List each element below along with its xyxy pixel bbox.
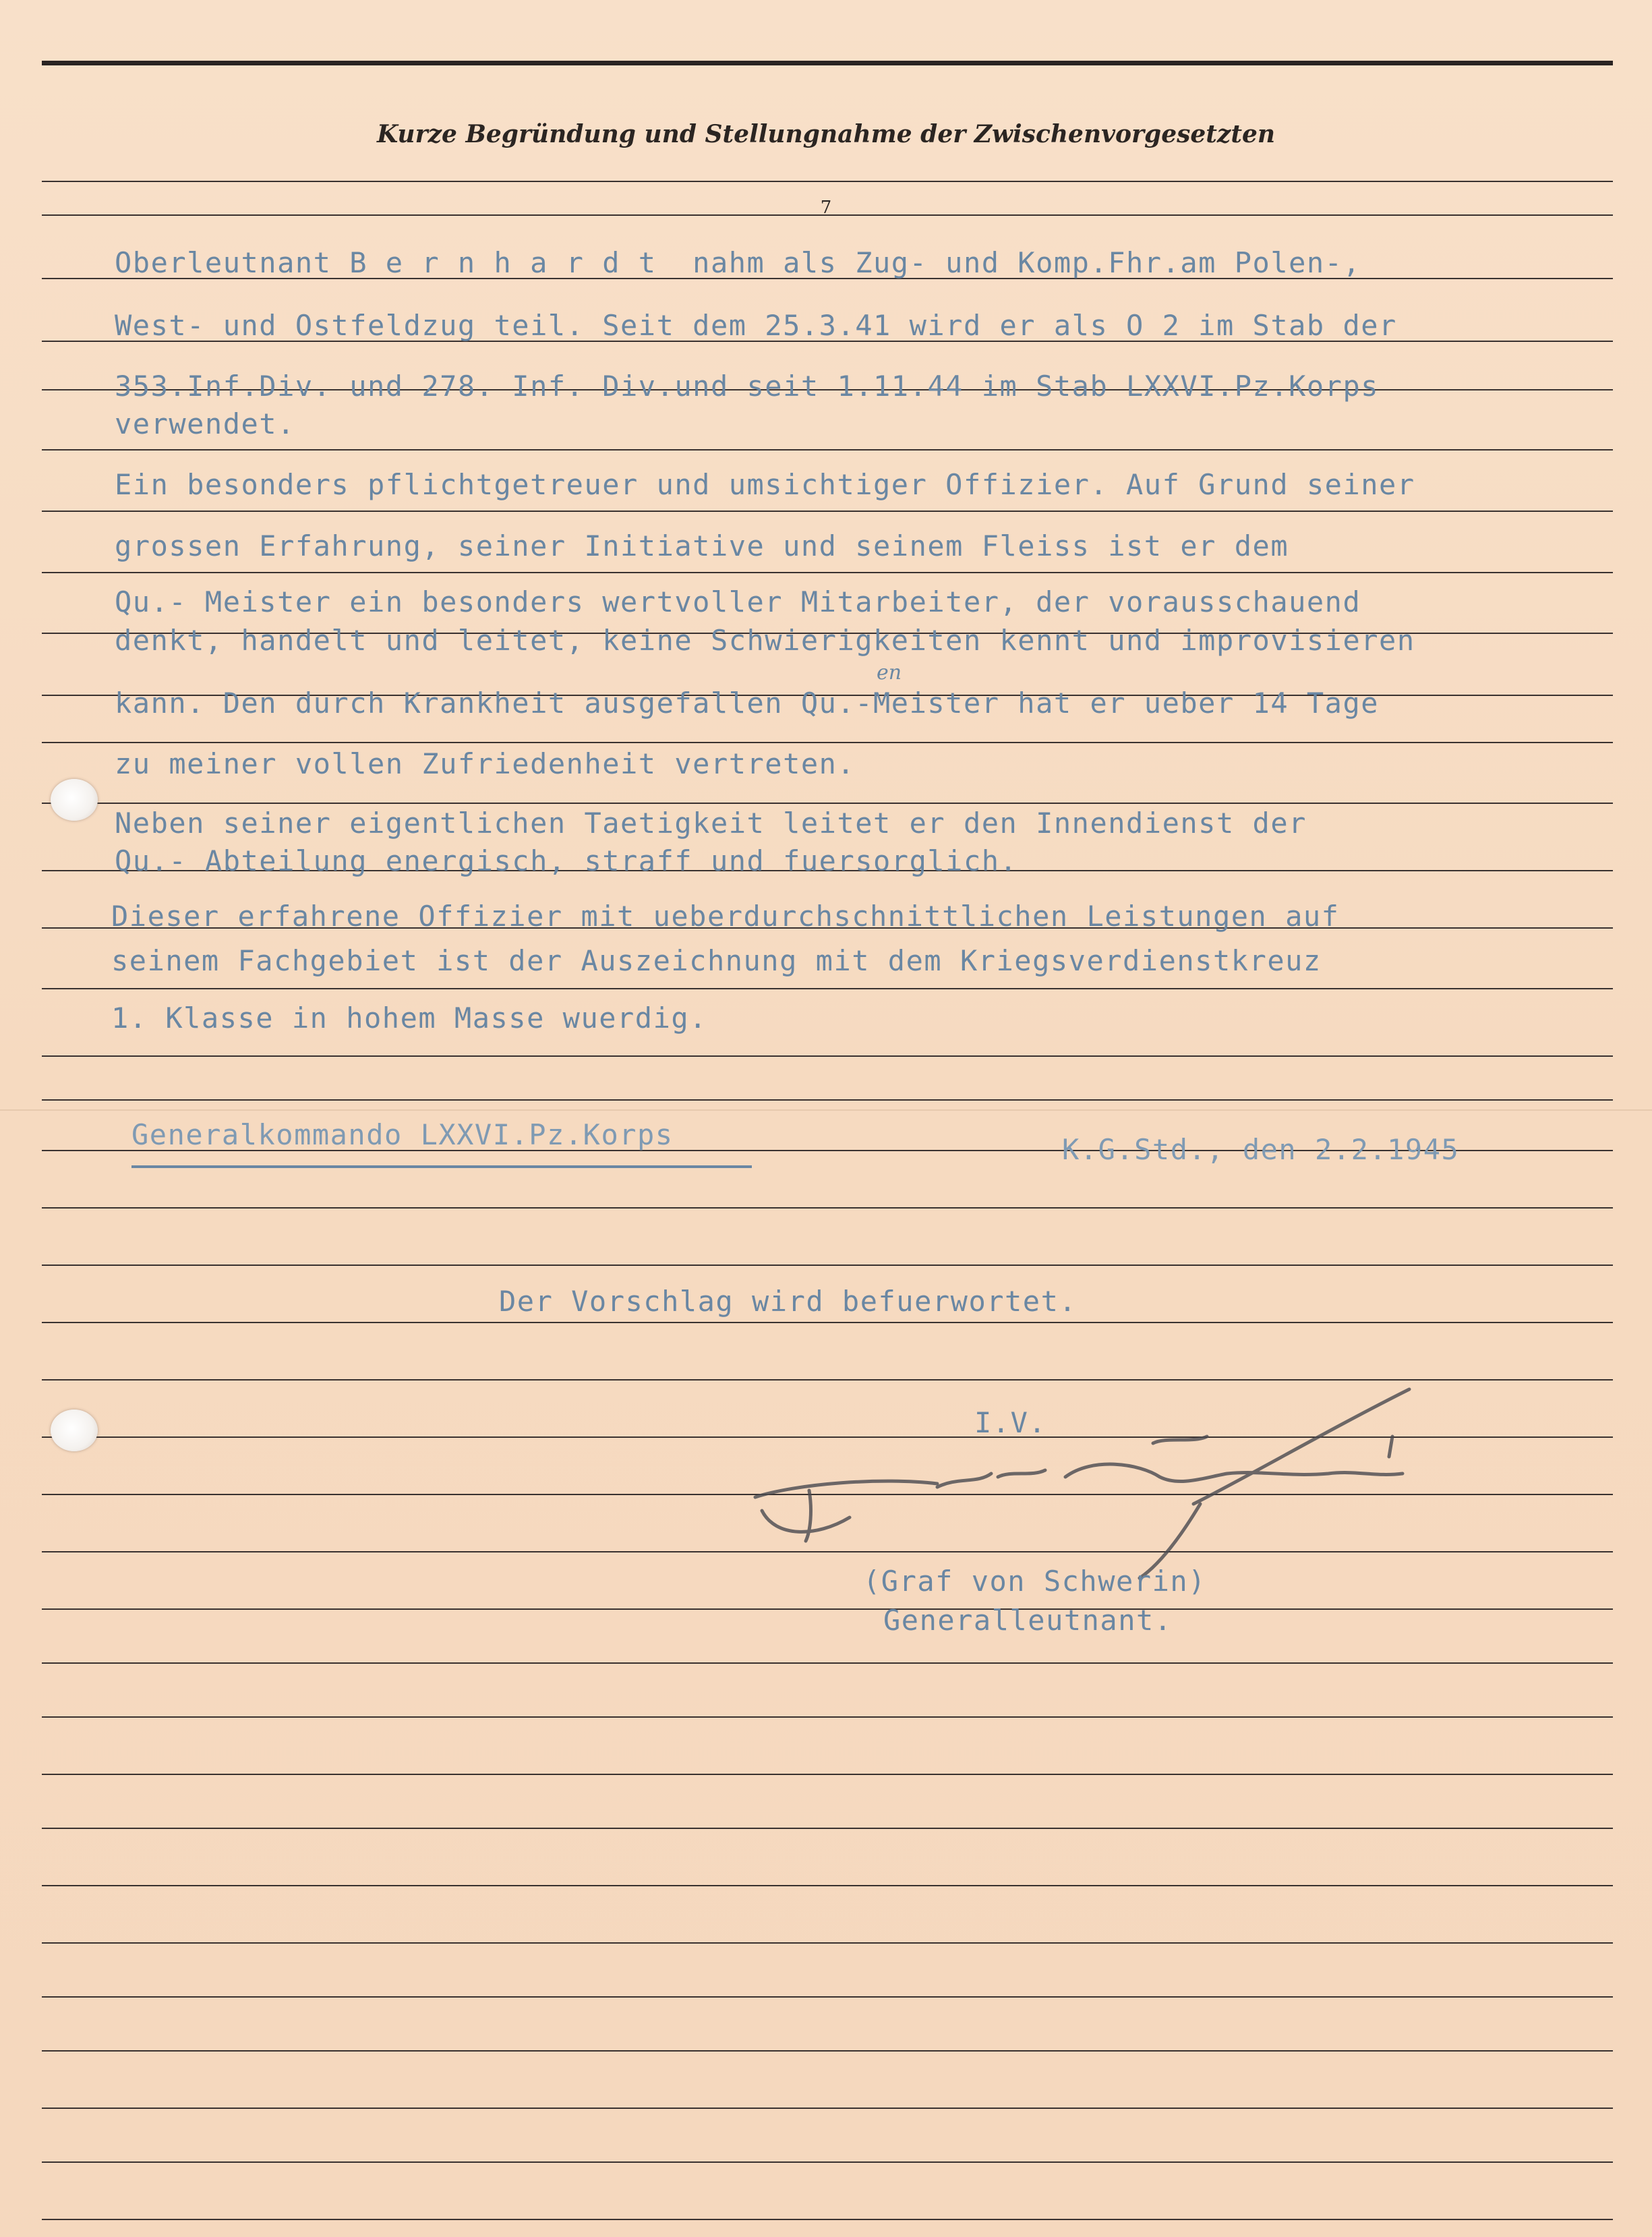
- ruled-line: [42, 1996, 1613, 1998]
- ruled-line: [42, 1885, 1613, 1886]
- page-number: 7: [820, 198, 832, 218]
- ruled-line: [42, 803, 1613, 804]
- ruled-line: [42, 449, 1613, 451]
- punch-hole: [51, 1410, 98, 1451]
- text-line: denkt, handelt und leitet, keine Schwierigkeiten kennt und improvisieren: [115, 624, 1415, 657]
- iv-label: I.V.: [974, 1406, 1047, 1439]
- text-line: Qu.- Meister ein besonders wertvoller Mitarbeiter, der vorausschauend: [115, 585, 1361, 618]
- ruled-line: [42, 1716, 1613, 1718]
- ruled-line: [42, 2050, 1613, 2052]
- text-line: seinem Fachgebiet ist der Auszeichnung mit dem Kriegsverdienstkreuz: [111, 944, 1322, 977]
- ruled-line: [42, 572, 1613, 573]
- text-line: kann. Den durch Krankheit ausgefallen Qu.-Meister hat er ueber 14 Tage: [115, 687, 1380, 720]
- text-line: West- und Ostfeldzug teil. Seit dem 25.3.41 wird er als O 2 im Stab der: [115, 309, 1397, 342]
- signer-name: (Graf von Schwerin): [863, 1565, 1206, 1598]
- text-line: Neben seiner eigentlichen Taetigkeit leitet er den Innendienst der: [115, 807, 1307, 840]
- ruled-line: [42, 1207, 1613, 1209]
- ruled-line: [42, 1322, 1613, 1323]
- ruled-line: [42, 1099, 1613, 1101]
- ruled-line: [42, 1662, 1613, 1664]
- handwritten-correction: en: [877, 661, 902, 685]
- top-border-line: [42, 61, 1613, 65]
- ruled-line: [42, 1055, 1613, 1057]
- endorsement-text: Der Vorschlag wird befuerwortet.: [499, 1285, 1078, 1318]
- ruled-line: [42, 2161, 1613, 2163]
- punch-hole: [51, 779, 98, 821]
- ruled-line: [42, 1265, 1613, 1266]
- ruled-line: [42, 1942, 1613, 1944]
- command-stamp: Generalkommando LXXVI.Pz.Korps: [131, 1118, 674, 1151]
- text-line: Qu.- Abteilung energisch, straff und fuersorglich.: [115, 844, 1018, 877]
- ruled-line: [42, 181, 1613, 182]
- ruled-line: [42, 988, 1613, 989]
- ruled-line: [42, 511, 1613, 512]
- paper-fold: [0, 1109, 1652, 1111]
- ruled-line: [42, 1608, 1613, 1610]
- ruled-line: [42, 1774, 1613, 1775]
- form-header: Kurze Begründung und Stellungnahme der Zwischenvorgesetzten: [376, 120, 1276, 148]
- text-line: Ein besonders pflichtgetreuer und umsichtiger Offizier. Auf Grund seiner: [115, 468, 1415, 501]
- text-line: 1. Klasse in hohem Masse wuerdig.: [111, 1001, 707, 1035]
- text-line: verwendet.: [115, 407, 295, 440]
- text-line: 353.Inf.Div. und 278. Inf. Div.und seit 1.11.44 im Stab LXXVI.Pz.Korps: [115, 370, 1380, 403]
- ruled-line: [42, 2108, 1613, 2109]
- ruled-line: [42, 2219, 1613, 2220]
- text-line: Oberleutnant B e r n h a r d t nahm als Zug- und Komp.Fhr.am Polen-,: [115, 246, 1361, 279]
- place-date: K.G.Std., den 2.2.1945: [1062, 1133, 1460, 1166]
- ruled-line: [42, 742, 1613, 743]
- text-line: grossen Erfahrung, seiner Initiative und seinem Fleiss ist er dem: [115, 529, 1289, 562]
- command-underline: [131, 1165, 752, 1168]
- signer-rank: Generalleutnant.: [883, 1604, 1173, 1637]
- text-line: Dieser erfahrene Offizier mit ueberdurchschnittlichen Leistungen auf: [111, 900, 1340, 933]
- ruled-line: [42, 1828, 1613, 1829]
- text-line: zu meiner vollen Zufriedenheit vertreten.: [115, 747, 856, 780]
